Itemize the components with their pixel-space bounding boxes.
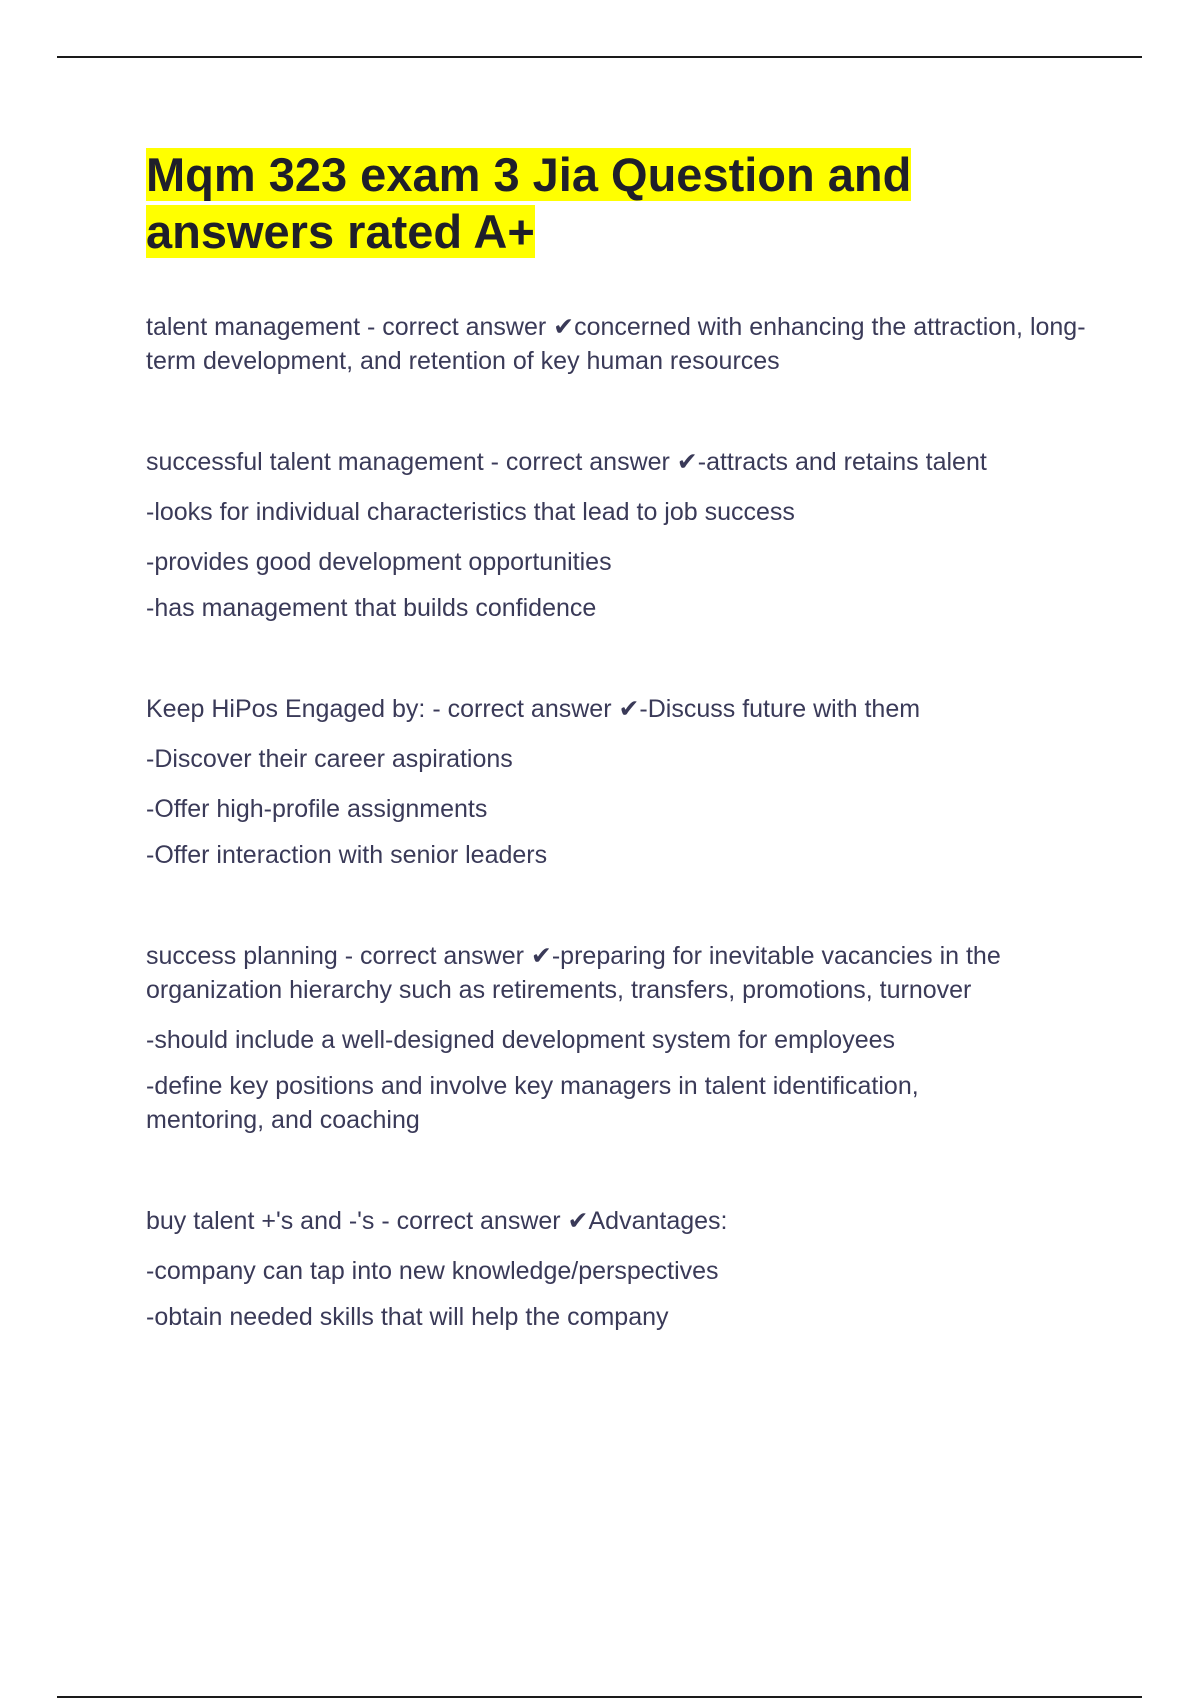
- qa-entry: [146, 939, 1086, 1137]
- qa-line: -has management that builds confidence: [146, 594, 597, 622]
- qa-line: -define key positions and involve key managers in talent identification, mentoring, and coaching: [146, 1072, 919, 1134]
- qa-line: -Offer interaction with senior leaders: [146, 841, 548, 869]
- qa-entry: [146, 310, 1086, 378]
- qa-line: talent management - correct answer ✔concerned with enhancing the attraction, long-term development, and retention of key human resources: [146, 313, 1086, 375]
- qa-line: success planning - correct answer ✔-preparing for inevitable vacancies in the organization hierarchy such as retirements, transfers, promotions, turnover: [146, 942, 1001, 1004]
- qa-entry: [146, 445, 1086, 625]
- qa-line: -company can tap into new knowledge/perspectives: [146, 1257, 719, 1285]
- qa-line: -provides good development opportunities: [146, 548, 612, 576]
- bottom-rule: [57, 1696, 1142, 1698]
- qa-entry: [146, 692, 1086, 872]
- qa-entry: [146, 1204, 1086, 1334]
- qa-line: successful talent management - correct answer ✔-attracts and retains talent: [146, 448, 987, 476]
- qa-line: -looks for individual characteristics that lead to job success: [146, 498, 795, 526]
- qa-line: Keep HiPos Engaged by: - correct answer ✔-Discuss future with them: [146, 695, 921, 723]
- qa-line: -should include a well-designed development system for employees: [146, 1026, 896, 1054]
- qa-line: buy talent +'s and -'s - correct answer ✔Advantages:: [146, 1207, 728, 1235]
- qa-line: -Offer high-profile assignments: [146, 795, 488, 823]
- qa-line: -Discover their career aspirations: [146, 745, 513, 773]
- qa-line: -obtain needed skills that will help the company: [146, 1303, 669, 1331]
- document-title: Mqm 323 exam 3 Jia Question and answers rated A+: [146, 148, 912, 258]
- document-body: [146, 146, 1086, 1334]
- top-rule: [57, 56, 1142, 58]
